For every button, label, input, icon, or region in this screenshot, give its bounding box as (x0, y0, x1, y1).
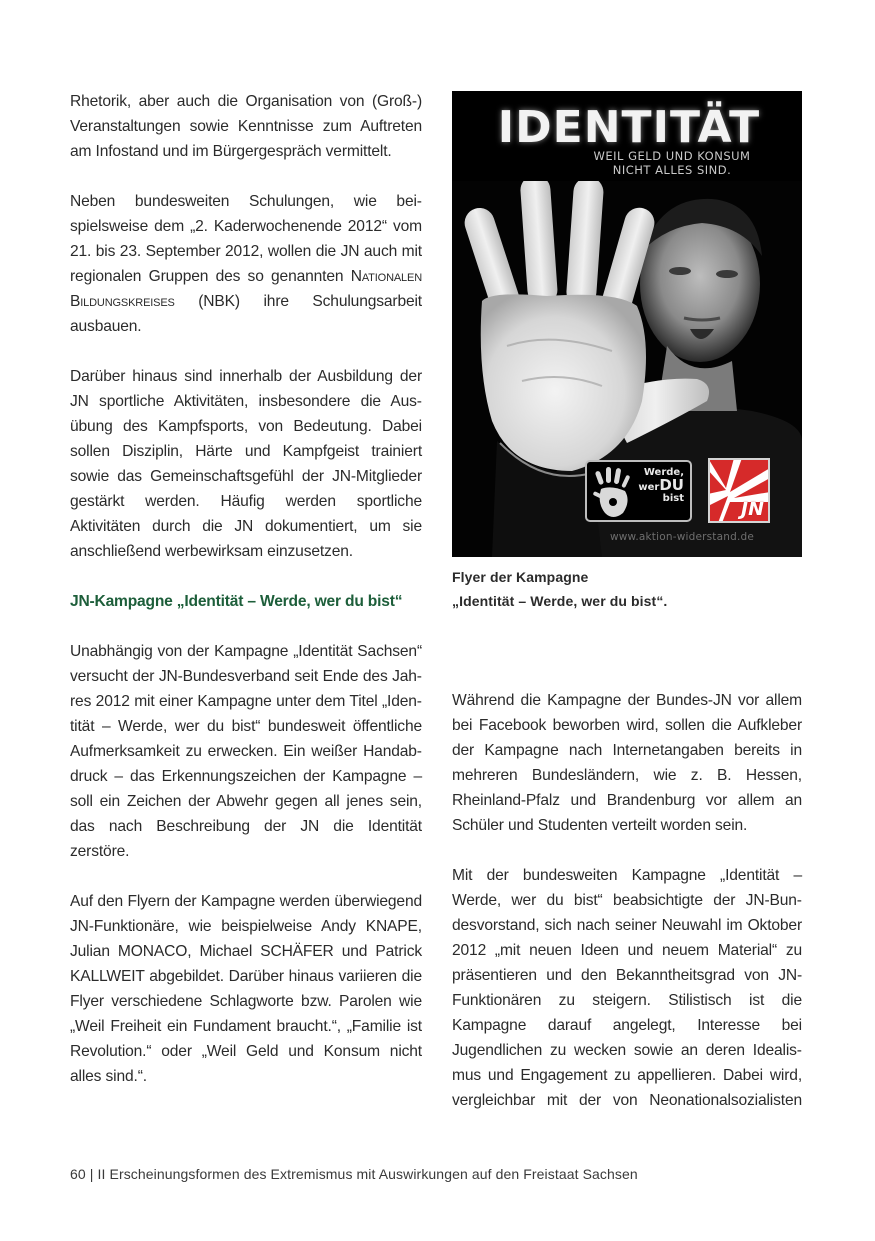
logo-text-line: Werde, (643, 467, 684, 478)
logo-text-line: bist (662, 493, 684, 504)
right-column (452, 688, 802, 1113)
flyer-subtitle-line: WEIL GELD UND KONSUM (593, 149, 751, 163)
footer-separator: | (89, 1166, 94, 1182)
jn-logo-text: JN (741, 498, 764, 520)
caption-line: „Identität – Werde, wer du bist“. (452, 593, 668, 609)
jn-logo (708, 458, 770, 523)
campaign-flyer-image (452, 91, 802, 557)
logo-slogan (638, 467, 684, 504)
body-paragraph: Darüber hinaus sind innerhalb der Ausbildung der JN sportliche Aktivitäten, insbesondere die Ausübung des Kampfsports, von Bedeutung. Dabei sollen Disziplin, Härte und Kampfgeist trainiert sowie das Gemeinschaftsgefühl der JN-Mitglieder gestärkt werden. Häufig werden sportliche Aktivitäten durch die JN dokumentiert, um sie anschließend werbewirksam einzusetzen. (70, 368, 422, 560)
flyer-url: www.aktion-widerstand.de (609, 531, 755, 543)
campaign-logo (585, 460, 692, 522)
body-paragraph: Mit der bundesweiten Kampagne „Identität – Werde, wer du bist“ beabsichtigte der JN-Bundesvorstand, sich nach seiner Neuwahl im Oktober 2012 „mit neuen Ideen und neuem Material“ zu präsentieren und den Bekanntheitsgrad von JN-Funktionären zu steigern. Stilistisch ist die Kampagne darauf angelegt, Interesse bei Jugendlichen zu wecken sowie an deren Idealismus und Engagement zu appellieren. Dabei wird, vergleichbar mit der von Neonationalsozialisten (452, 867, 802, 1109)
body-paragraph: Rhetorik, aber auch die Organisation von (Groß-) Veranstaltungen sowie Kenntnisse zum Auftreten am Infostand und im Bürgergespräch vermittelt. (70, 93, 422, 160)
paragraph-text: Neben bundesweiten Schulungen, wie beispielsweise dem „2. Kaderwochenende 2012“ vom 21. bis 23. September 2012, wollen die JN auch mit regionalen Gruppen des so genannten (70, 193, 422, 285)
figure-caption (452, 565, 802, 613)
body-paragraph (70, 189, 422, 339)
organization-name: Nationalen Bildungskreises (70, 268, 422, 310)
chapter-title: II Erscheinungsformen des Extremismus mit Auswirkungen auf den Freistaat Sachsen (97, 1166, 638, 1182)
caption-line: Flyer der Kampagne (452, 569, 589, 585)
page-number: 60 (70, 1166, 86, 1182)
body-paragraph: Unabhängig von der Kampagne „Identität Sachsen“ versucht der JN-Bundesverband seit Ende des Jahres 2012 mit einer Kampagne unter dem Titel „Identität – Werde, wer du bist“ bundesweit öffentliche Aufmerksamkeit zu erwecken. Ein weißer Handabdruck – das Erkennungszeichen der Kampagne – soll ein Zeichen der Abwehr gegen all jenes sein, das nach Beschreibung der JN die Identität zerstöre. (70, 643, 422, 860)
paragraph-text: (NBK) ihre Schulungsarbeit ausbauen. (70, 293, 422, 335)
section-heading: JN-Kampagne „Identität – Werde, wer du bist“ (70, 593, 403, 610)
flyer-title: IDENTITÄT (497, 102, 761, 153)
logo-text-emphasis: DU (659, 476, 684, 494)
flyer-subtitle-line: NICHT ALLES SIND. (612, 163, 732, 177)
left-column (70, 89, 422, 1089)
flyer-subtitle (552, 149, 792, 177)
body-paragraph: Auf den Flyern der Kampagne werden überwiegend JN-Funktionäre, wie beispielweise Andy KNAPE, Julian MONACO, Michael SCHÄFER und Patrick KALLWEIT abgebildet. Darüber hinaus variieren die Flyer verschiedene Schlagworte bzw. Parolen wie „Weil Freiheit ein Fundament braucht.“, „Familie ist Revolution.“ oder „Weil Geld und Konsum nicht alles sind.“. (70, 893, 422, 1085)
body-paragraph: Während die Kampagne der Bundes-JN vor allem bei Facebook beworben wird, sollen die Aufkleber der Kampagne nach Internetangaben bereits in mehreren Bundesländern, wie z. B. Hessen, Rheinland-Pfalz und Brandenburg vor allem an Schüler und Studenten verteilt worden sein. (452, 692, 802, 834)
page-footer (70, 1164, 638, 1184)
handprint-icon (591, 465, 641, 521)
logo-text-line: wer (638, 482, 660, 493)
